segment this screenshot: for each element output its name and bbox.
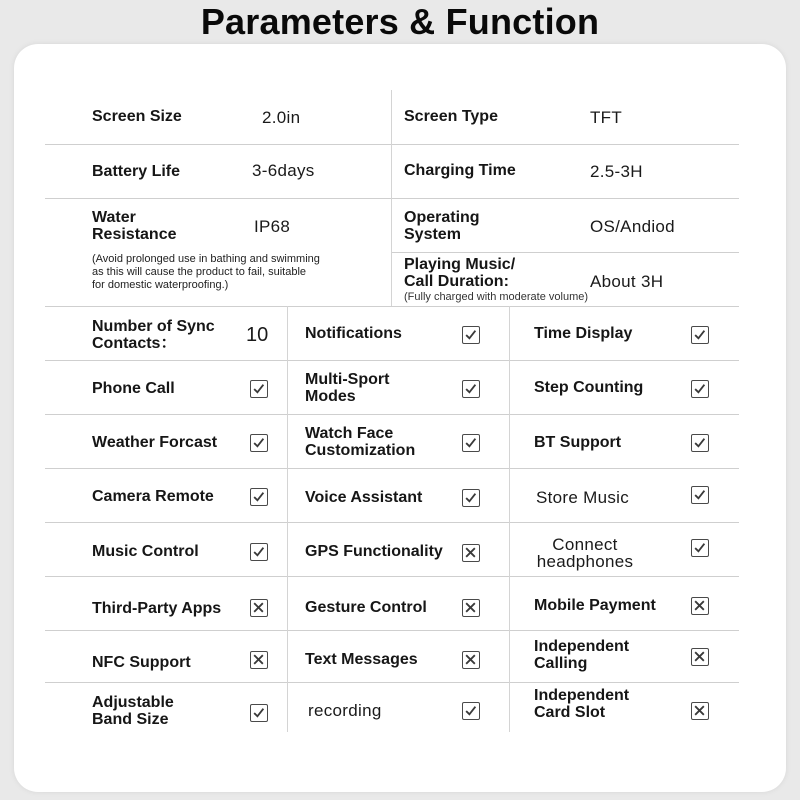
checkbox-cross-icon <box>250 651 268 669</box>
notifications-label: Notifications <box>305 325 402 342</box>
checkbox-cross-icon <box>462 599 480 617</box>
multi-sport-label: Multi-Sport Modes <box>305 371 390 405</box>
screen-type-value: TFT <box>590 108 623 127</box>
charging-time-label: Charging Time <box>404 162 516 179</box>
camera-remote-label: Camera Remote <box>92 488 214 505</box>
checkbox-checked-icon <box>691 380 709 398</box>
row-divider <box>45 414 739 415</box>
water-resistance-note: (Avoid prolonged use in bathing and swimming as this will cause the product to fail, suitable for domestic waterproofing.) <box>92 253 320 291</box>
checkbox-checked-icon <box>462 489 480 507</box>
checkbox-cross-icon <box>691 648 709 666</box>
checkbox-cross-icon <box>462 651 480 669</box>
checkbox-checked-icon <box>691 434 709 452</box>
weather-forcast-label: Weather Forcast <box>92 434 218 451</box>
checkbox-checked-icon <box>691 539 709 557</box>
spec-card <box>14 44 786 792</box>
row-divider <box>45 576 739 577</box>
voice-assistant-label: Voice Assistant <box>305 489 423 506</box>
playing-music-label: Playing Music/ Call Duration: <box>404 256 516 290</box>
time-display-label: Time Display <box>534 325 633 342</box>
checkbox-checked-icon <box>462 326 480 344</box>
row-divider <box>45 468 739 469</box>
checkbox-cross-icon <box>691 597 709 615</box>
gesture-control-label: Gesture Control <box>305 599 427 616</box>
page-title: Parameters & Function <box>200 1 600 42</box>
mobile-payment-label: Mobile Payment <box>534 597 656 614</box>
checkbox-cross-icon <box>691 702 709 720</box>
nfc-support-label: NFC Support <box>92 654 191 671</box>
checkbox-checked-icon <box>250 704 268 722</box>
gps-label: GPS Functionality <box>305 543 443 560</box>
checkbox-checked-icon <box>462 702 480 720</box>
water-resistance-label: Water Resistance <box>92 209 177 243</box>
checkbox-checked-icon <box>691 486 709 504</box>
step-counting-label: Step Counting <box>534 379 644 396</box>
checkbox-checked-icon <box>250 543 268 561</box>
row-divider <box>391 252 739 253</box>
water-resistance-value: IP68 <box>254 217 291 236</box>
connect-headphones-label: Connect headphones <box>536 535 634 571</box>
column-divider <box>287 306 288 732</box>
checkbox-checked-icon <box>250 488 268 506</box>
checkbox-checked-icon <box>250 380 268 398</box>
text-messages-label: Text Messages <box>305 651 418 668</box>
column-divider <box>391 90 392 306</box>
row-divider <box>45 630 739 631</box>
row-divider <box>45 198 739 199</box>
sync-contacts-value: 10 <box>246 324 269 346</box>
checkbox-cross-icon <box>250 599 268 617</box>
watch-face-label: Watch Face Customization <box>305 425 416 459</box>
row-divider <box>45 360 739 361</box>
charging-time-value: 2.5-3H <box>590 162 643 181</box>
screen-type-label: Screen Type <box>404 108 498 125</box>
row-divider <box>45 682 739 683</box>
recording-label: recording <box>308 701 382 720</box>
sync-contacts-label: Number of Sync Contacts： <box>92 318 215 352</box>
independent-calling-label: Independent Calling <box>534 638 630 672</box>
battery-life-label: Battery Life <box>92 163 181 180</box>
row-divider <box>45 522 739 523</box>
independent-card-slot-label: Independent Card Slot <box>534 687 630 721</box>
checkbox-checked-icon <box>691 326 709 344</box>
playing-music-value: About 3H <box>590 272 664 291</box>
operating-system-label: Operating System <box>404 209 480 243</box>
third-party-apps-label: Third-Party Apps <box>92 600 222 617</box>
phone-call-label: Phone Call <box>92 380 175 397</box>
playing-music-note: (Fully charged with moderate volume) <box>404 291 589 303</box>
checkbox-checked-icon <box>462 434 480 452</box>
battery-life-value: 3-6days <box>252 161 315 180</box>
checkbox-checked-icon <box>250 434 268 452</box>
row-divider <box>45 306 739 307</box>
store-music-label: Store Music <box>536 488 630 507</box>
music-control-label: Music Control <box>92 543 199 560</box>
checkbox-checked-icon <box>462 380 480 398</box>
bt-support-label: BT Support <box>534 434 622 451</box>
row-divider <box>45 144 739 145</box>
column-divider <box>509 306 510 732</box>
operating-system-value: OS/Andiod <box>590 217 675 236</box>
band-size-label: Adjustable Band Size <box>92 694 174 728</box>
screen-size-value: 2.0in <box>262 108 301 127</box>
checkbox-cross-icon <box>462 544 480 562</box>
screen-size-label: Screen Size <box>92 108 182 125</box>
